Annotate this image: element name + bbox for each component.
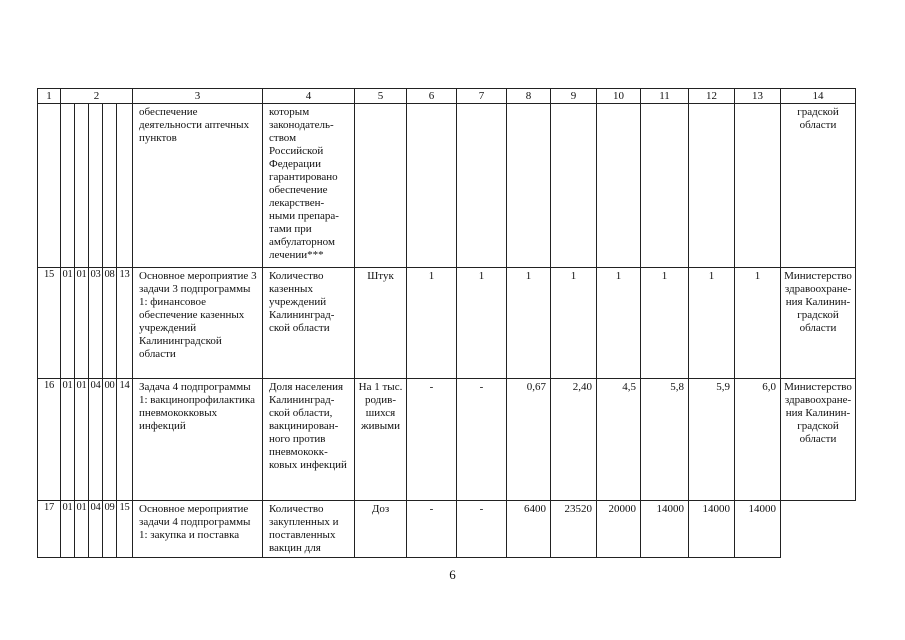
page-number: 6 <box>449 567 456 582</box>
value-cell: - <box>407 379 457 501</box>
value-cell: 2,40 <box>551 379 597 501</box>
indicators-table <box>37 88 856 558</box>
code-cell: 01 <box>61 379 75 501</box>
table-row <box>38 104 856 268</box>
indicator-cell: Количество закупленных и поставленных вакцин для <box>263 501 355 558</box>
code-cell: 04 <box>89 501 103 558</box>
value-cell: 1 <box>597 268 641 379</box>
value-cell: 14000 <box>689 501 735 558</box>
code-cell: 01 <box>75 268 89 379</box>
value-cell: 1 <box>641 268 689 379</box>
column-header: 3 <box>133 89 263 104</box>
event-name-cell: Основное мероприятие 3 задачи 3 подпрограммы 1: финансовое обеспечение казенных учреждений Калининградской области <box>133 268 263 379</box>
code-cell: 04 <box>89 379 103 501</box>
unit-cell: На 1 тыс. родив- шихся живыми <box>355 379 407 501</box>
code-cell: 15 <box>117 501 133 558</box>
value-cell: 1 <box>457 268 507 379</box>
value-cell: 4,5 <box>597 379 641 501</box>
value-cell: - <box>407 501 457 558</box>
column-header: 8 <box>507 89 551 104</box>
column-header: 14 <box>781 89 856 104</box>
column-header: 2 <box>61 89 133 104</box>
event-name-cell: Основное мероприятие задачи 4 подпрограммы 1: закупка и поставка <box>133 501 263 558</box>
unit-cell: Штук <box>355 268 407 379</box>
value-cell: 6,0 <box>735 379 781 501</box>
indicator-cell: Доля населения Калининград- ской области, вакцинирован- ного против пневмококк- ковых инфекций <box>263 379 355 501</box>
value-cell: - <box>457 379 507 501</box>
column-header: 13 <box>735 89 781 104</box>
value-cell: - <box>457 501 507 558</box>
column-header: 6 <box>407 89 457 104</box>
column-header: 10 <box>597 89 641 104</box>
table-row <box>38 379 856 501</box>
column-header: 4 <box>263 89 355 104</box>
value-cell: 14000 <box>641 501 689 558</box>
table-row <box>38 501 856 558</box>
table-header-row <box>38 89 856 104</box>
code-cell: 09 <box>103 501 117 558</box>
value-cell: 1 <box>551 268 597 379</box>
responsible-cell: Министерство здравоохране- ния Калинин- градской области <box>781 268 856 379</box>
row-number: 16 <box>38 379 61 501</box>
value-cell: 1 <box>735 268 781 379</box>
value-cell: 20000 <box>597 501 641 558</box>
unit-cell: Доз <box>355 501 407 558</box>
event-name-cell: обеспечение деятельности аптечных пунктов <box>133 104 263 268</box>
code-cell: 08 <box>103 268 117 379</box>
value-cell: 23520 <box>551 501 597 558</box>
table-row <box>38 268 856 379</box>
value-cell: 5,8 <box>641 379 689 501</box>
value-cell: 1 <box>689 268 735 379</box>
column-header: 5 <box>355 89 407 104</box>
value-cell: 6400 <box>507 501 551 558</box>
row-number: 17 <box>38 501 61 558</box>
value-cell: 1 <box>407 268 457 379</box>
column-header: 7 <box>457 89 507 104</box>
code-cell: 14 <box>117 379 133 501</box>
code-cell: 13 <box>117 268 133 379</box>
code-cell: 01 <box>75 501 89 558</box>
row-number: 15 <box>38 268 61 379</box>
column-header: 11 <box>641 89 689 104</box>
responsible-cell: Министерство здравоохране- ния Калинин- градской области <box>781 379 856 501</box>
value-cell: 1 <box>507 268 551 379</box>
value-cell: 0,67 <box>507 379 551 501</box>
code-cell: 01 <box>75 379 89 501</box>
indicator-cell: Количество казенных учреждений Калининград- ской области <box>263 268 355 379</box>
value-cell: 5,9 <box>689 379 735 501</box>
event-name-cell: Задача 4 подпрограммы 1: вакцинопрофилактика пневмококковых инфекций <box>133 379 263 501</box>
code-cell: 03 <box>89 268 103 379</box>
code-cell: 00 <box>103 379 117 501</box>
code-cell: 01 <box>61 501 75 558</box>
value-cell: 14000 <box>735 501 781 558</box>
code-cell: 01 <box>61 268 75 379</box>
indicator-cell: которым законодатель- ством Российской Федерации гарантировано обеспечение лекарствен- ными препара- тами при амбулаторном лечении*** <box>263 104 355 268</box>
column-header: 1 <box>38 89 61 104</box>
responsible-cell: градской области <box>781 104 856 268</box>
column-header: 9 <box>551 89 597 104</box>
column-header: 12 <box>689 89 735 104</box>
